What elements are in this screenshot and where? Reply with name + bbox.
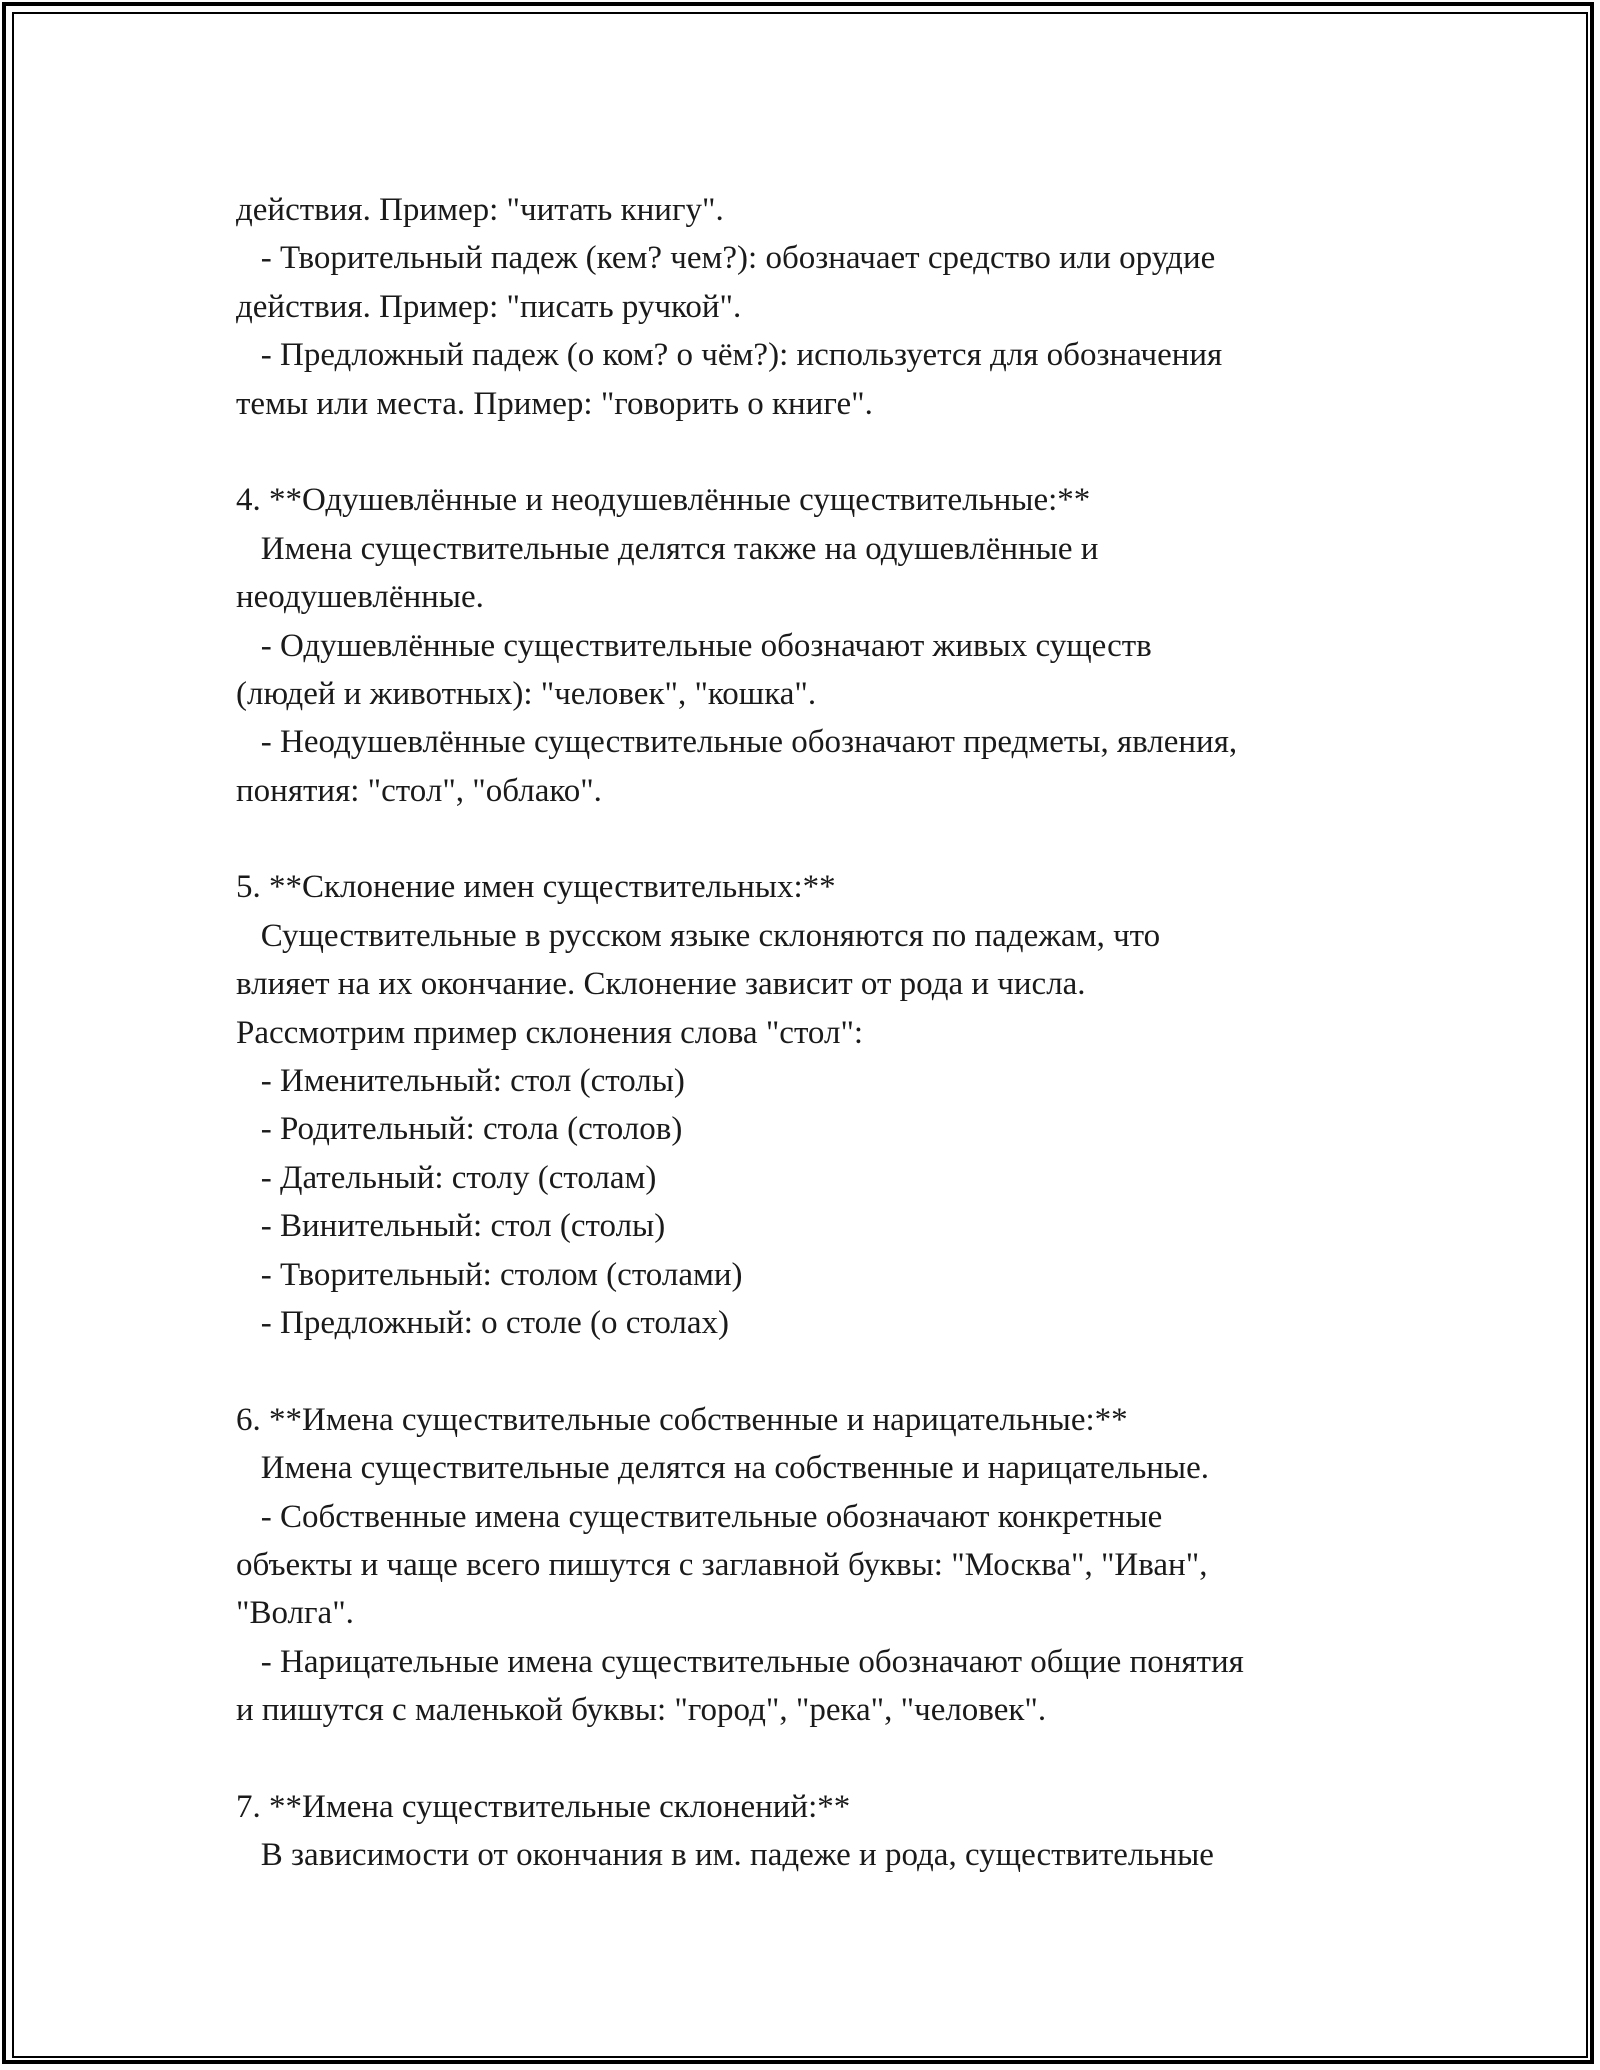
text-line: - Предложный падеж (о ком? о чём?): используется для обозначения <box>236 337 1223 374</box>
text-line: действия. Пример: "читать книгу". <box>236 192 724 228</box>
list-item: - Именительный: стол (столы) <box>236 1063 685 1100</box>
list-item: - Творительный: столом (столами) <box>236 1256 743 1293</box>
blank-line <box>236 1347 1426 1395</box>
blank-line <box>236 428 1426 476</box>
text-line: темы или места. Пример: "говорить о книге". <box>236 385 873 422</box>
text-line: (людей и животных): "человек", "кошка". <box>236 675 817 712</box>
section-heading: 5. **Склонение имен существительных:** <box>236 869 836 906</box>
text-line: В зависимости от окончания в им. падеже и рода, существительные <box>236 1837 1214 1874</box>
list-item: - Предложный: о столе (о столах) <box>236 1304 730 1341</box>
text-line: - Нарицательные имена существительные обозначают общие понятия <box>236 1643 1244 1680</box>
text-line: влияет на их окончание. Склонение зависит от рода и числа. <box>236 966 1086 1003</box>
section-heading: 4. **Одушевлённые и неодушевлённые существительные:** <box>236 482 1091 519</box>
text-line: Имена существительные делятся также на одушевлённые и <box>236 530 1099 567</box>
text-line: Имена существительные делятся на собственные и нарицательные. <box>236 1450 1210 1487</box>
text-line: "Волга". <box>236 1595 354 1632</box>
text-line: Существительные в русском языке склоняются по падежам, что <box>236 917 1161 954</box>
text-line: - Творительный падеж (кем? чем?): обозначает средство или орудие <box>236 240 1216 277</box>
text-line: неодушевлённые. <box>236 579 484 616</box>
section-heading: 6. **Имена существительные собственные и нарицательные:** <box>236 1401 1128 1438</box>
blank-line <box>236 1735 1426 1783</box>
text-line: Рассмотрим пример склонения слова "стол": <box>236 1014 864 1051</box>
blank-line <box>236 815 1426 863</box>
section-heading: 7. **Имена существительные склонений:** <box>236 1788 851 1825</box>
text-line: - Неодушевлённые существительные обозначают предметы, явления, <box>236 724 1238 761</box>
list-item: - Винительный: стол (столы) <box>236 1208 666 1245</box>
list-item: - Родительный: стола (столов) <box>236 1111 683 1148</box>
text-line: действия. Пример: "писать ручкой". <box>236 288 742 325</box>
text-line: объекты и чаще всего пишутся с заглавной буквы: "Москва", "Иван", <box>236 1546 1208 1583</box>
list-item: - Дательный: столу (столам) <box>236 1159 657 1196</box>
text-line: понятия: "стол", "облако". <box>236 772 602 809</box>
text-line: и пишутся с маленькой буквы: "город", "река", "человек". <box>236 1692 1047 1729</box>
text-line: - Собственные имена существительные обозначают конкретные <box>236 1498 1163 1535</box>
document-body <box>236 186 1426 1880</box>
text-line: - Одушевлённые существительные обозначают живых существ <box>236 627 1152 664</box>
